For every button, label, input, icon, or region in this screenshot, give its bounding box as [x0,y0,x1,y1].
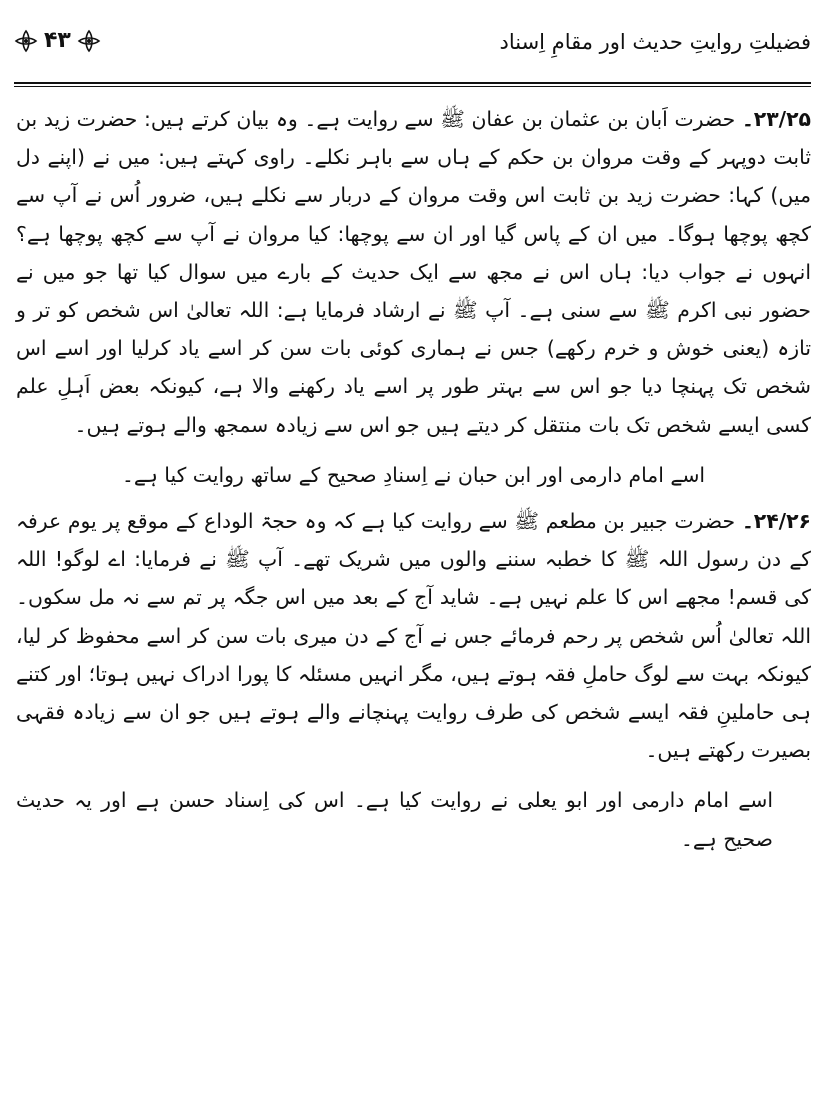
hadith-number: ۲۴/۲۶۔ [741,509,811,534]
page-number: ۴۳ [44,28,71,53]
page-body [16,100,811,866]
ornament-icon [14,29,38,53]
page-number-box [14,28,101,53]
ornament-icon [77,29,101,53]
hadith-text: حضرت اَبان بن عثمان بن عفان ﷺ سے روایت ہے۔ وہ بیان کرتے ہیں: حضرت زید بن ثابت دوپہر کے وقت مروان بن حکم کے ہاں سے باہر نکلے۔ راوی کہتے ہیں: میں نے (اپنے دل میں) کہا: حضرت زید بن ثابت اس وقت مروان کے دربار سے نکلے ہیں، ضرور اُس نے آپ سے کچھ پوچھا ہوگا۔ میں ان کے پاس گیا اور ان سے پوچھا: کیا مروان نے آپ سے کچھ پوچھا ہے؟ انہوں نے جواب دیا: ہاں اس نے مجھ سے ایک حدیث کے بارے میں سوال کیا تھا جو میں نے حضور نبی اکرم ﷺ سے سنی ہے۔ آپ ﷺ نے ارشاد فرمایا ہے: اللہ تعالیٰ اس شخص کو تر و تازہ (یعنی خوش و خرم رکھے) جس نے ہماری کوئی بات سن کر اسے یاد کرلیا اور اسے اس شخص تک پہنچا دیا جو اس سے بہتر طور پر اسے یاد رکھنے والا ہے، کیونکہ بعض اَہلِ علم کسی ایسے شخص تک بات منتقل کر دیتے ہیں جو اس سے زیادہ سمجھ والے ہوتے ہیں۔ [16,107,811,437]
hadith-reference: اسے امام دارمی اور ابن حبان نے اِسنادِ صحیح کے ساتھ روایت کیا ہے۔ [121,462,706,487]
hadith-reference: اسے امام دارمی اور ابو یعلی نے روایت کیا ہے۔ اس کی اِسناد حسن ہے اور یہ حدیث صحیح ہے۔ [16,788,773,851]
running-title: فضیلتِ روایتِ حدیث اور مقامِ اِسناد [499,30,811,54]
hadith-number: ۲۳/۲۵۔ [741,107,811,131]
hadith-text: حضرت جبیر بن مطعم ﷺ سے روایت کیا ہے کہ وہ حجۃ الوداع کے موقع پر یوم عرفہ کے دن رسول اللہ ﷺ کا خطبہ سننے والوں میں شریک تھے۔ آپ ﷺ نے فرمایا: اے لوگو! اللہ کی قسم! مجھے اس کا علم نہیں ہے۔ شاید آج کے بعد میں اس جگہ پر تم سے نہ مل سکوں۔ اللہ تعالیٰ اُس شخص پر رحم فرمائے جس نے آج کے دن میری بات سن کر اسے محفوظ کر لیا، کیونکہ بہت سے لوگ حاملِ فقہ ہوتے ہیں، مگر انہیں مسئلہ کا پورا ادراک نہیں ہوتا؛ اور کتنے ہی حاملینِ فقہ ایسے شخص کی طرف روایت پہنچانے والے ہوتے ہیں جو ان سے زیادہ فقہی بصیرت رکھتے ہیں۔ [16,509,811,763]
hadith-paragraph [16,100,811,444]
hadith-paragraph [16,502,811,769]
page-header [14,14,811,76]
header-rule [14,82,811,88]
